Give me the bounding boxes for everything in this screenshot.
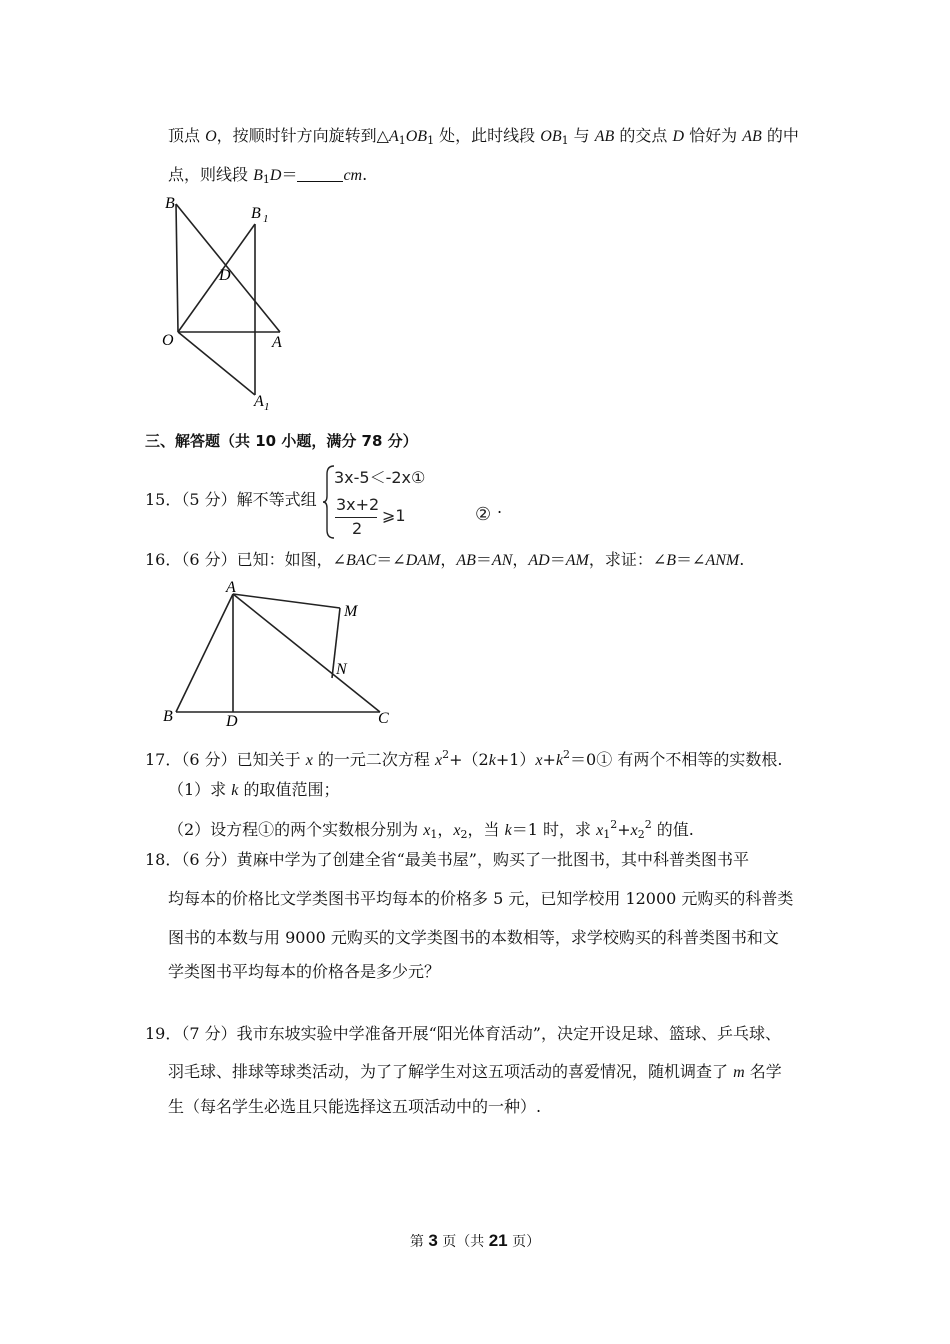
inequality-2-rhs: ⩾1 (382, 506, 406, 525)
q17-text (145, 744, 782, 772)
text: ， (440, 550, 457, 569)
var: x (535, 752, 543, 769)
q18-line3: 图书的本数与用 9000 元购买的文学类图书的本数相等，求学校购买的科普类图书和文 (168, 928, 779, 947)
q15-prefix: 15．（5 分）解不等式组 (145, 490, 317, 509)
section-heading: 三、解答题（共 10 小题，满分 78 分） (145, 432, 418, 450)
var: B (666, 552, 677, 569)
q18-line1: 18．（6 分）黄麻中学为了创建全省“最美书屋”，购买了一批图书，其中科普类图书平 (145, 850, 749, 869)
q15-period: . (497, 498, 503, 517)
inequality-2-denominator: 2 (352, 519, 363, 538)
q19-line3: 生（每名学生必选且只能选择这五项活动中的一种）. (168, 1097, 542, 1116)
q16-text (145, 549, 744, 572)
fraction-bar (335, 517, 377, 518)
label-B: B (163, 708, 173, 725)
text: 页（共 (437, 1234, 489, 1250)
var: ANM (705, 552, 740, 569)
var: OB (405, 128, 428, 145)
inequality-1: 3x-5＜-2x① (334, 468, 426, 487)
label-B: B (165, 195, 175, 212)
text: ＝0① 有两个不相等的实数根. (570, 750, 783, 769)
var: BAC (346, 552, 377, 569)
text: 的一元二次方程 (312, 750, 436, 769)
q16-triangle-figure (158, 580, 398, 730)
page-footer (0, 1231, 950, 1251)
var: x (305, 752, 313, 769)
text: ＝ (281, 165, 298, 184)
label-A1: A (254, 393, 264, 410)
text: + (617, 820, 631, 839)
subscript: 2 (460, 828, 468, 841)
text: 恰好为 (684, 126, 743, 145)
var: k (488, 752, 496, 769)
var: O (205, 128, 217, 145)
text: + (542, 750, 556, 769)
text: ＝∠ (676, 550, 706, 569)
var: OB (540, 128, 562, 145)
q14-line2 (168, 164, 367, 191)
label-D: D (219, 267, 231, 284)
text: 第 (409, 1234, 429, 1250)
text: ＝ (475, 550, 492, 569)
superscript: 2 (442, 748, 450, 761)
text: +1） (495, 750, 536, 769)
var: AD (528, 552, 550, 569)
superscript: 2 (644, 818, 652, 831)
var: x (596, 822, 604, 839)
label-A: A (272, 334, 282, 351)
total-pages: 21 (488, 1231, 508, 1250)
text: 点，则线段 (168, 165, 254, 184)
label-C: C (378, 710, 389, 727)
text: ，当 (467, 820, 505, 839)
label-circled-2: ② (475, 504, 492, 525)
text: 羽毛球、排球等球类活动，为了了解学生对这五项活动的喜爱情况，随机调查了 (168, 1062, 734, 1081)
label-N: N (336, 661, 347, 678)
superscript: 2 (610, 818, 618, 831)
unit: cm (343, 167, 363, 184)
var: AM (565, 552, 589, 569)
label-A1-sub: 1 (264, 401, 270, 412)
q17-part1 (168, 779, 339, 802)
q14-rotation-figure (156, 192, 296, 412)
q17-part2 (168, 814, 694, 846)
text: ＝ (549, 550, 566, 569)
text: . (739, 550, 745, 569)
superscript: 2 (563, 748, 571, 761)
text: 的中 (761, 126, 799, 145)
text: . (362, 165, 368, 184)
var: AB (742, 128, 762, 145)
subscript: 1 (430, 828, 438, 841)
text: 的值. (651, 820, 694, 839)
subscript: 1 (262, 173, 270, 186)
var: AB (594, 128, 615, 145)
var: D (269, 167, 282, 184)
label-B1: B (251, 205, 261, 222)
var: m (733, 1064, 745, 1081)
text: ， (437, 820, 454, 839)
var: k (231, 782, 239, 799)
subscript: 1 (561, 134, 569, 147)
q19-line2 (168, 1061, 782, 1084)
text: （2）设方程①的两个实数根分别为 (168, 820, 424, 839)
var: k (555, 752, 564, 769)
q18-line2: 均每本的价格比文学类图书平均每本的价格多 5 元，已知学校用 12000 元购买的科普类 (168, 889, 794, 908)
inequality-2-numerator: 3x+2 (336, 495, 380, 514)
var: D (672, 128, 685, 145)
text: 页） (507, 1234, 541, 1250)
text: 的交点 (614, 126, 673, 145)
label-B1-sub: 1 (263, 213, 269, 225)
answer-blank (297, 165, 343, 182)
text: 顶点 (168, 126, 206, 145)
text: ＝∠ (376, 550, 406, 569)
text: ＝1 时，求 (511, 820, 597, 839)
q19-line1: 19．（7 分）我市东坡实验中学准备开展“阳光体育活动”，决定开设足球、篮球、乒乓球、 (145, 1024, 781, 1043)
text: 的取值范围； (238, 780, 340, 799)
var: x (453, 822, 461, 839)
var: k (504, 822, 512, 839)
text: 与 (568, 126, 595, 145)
text: ， (512, 550, 529, 569)
var: x (630, 822, 638, 839)
text: ，求证：∠ (588, 550, 667, 569)
var: DAM (405, 552, 441, 569)
text: 17．（6 分）已知关于 (145, 750, 306, 769)
text: 处，此时线段 (434, 126, 541, 145)
subscript: 1 (427, 134, 435, 147)
var: AN (491, 552, 513, 569)
var: A (388, 128, 399, 145)
page-number: 3 (428, 1231, 438, 1250)
label-D: D (226, 713, 238, 730)
text: ，按顺时针方向旋转到△ (216, 126, 389, 145)
subscript: 2 (637, 828, 645, 841)
text: 16．（6 分）已知：如图，∠ (145, 550, 347, 569)
q18-line4: 学类图书平均每本的价格各是多少元？ (168, 962, 441, 981)
var: AB (456, 552, 476, 569)
label-A: A (226, 580, 236, 596)
var: x (435, 752, 443, 769)
var: B (253, 167, 263, 184)
label-O: O (162, 332, 174, 349)
var: x (423, 822, 431, 839)
text: 名学 (744, 1062, 782, 1081)
label-M: M (344, 603, 358, 620)
text: +（2 (449, 750, 489, 769)
text: （1）求 (168, 780, 232, 799)
subscript: 1 (603, 828, 611, 841)
q14-line1 (168, 125, 799, 152)
subscript: 1 (398, 134, 406, 147)
